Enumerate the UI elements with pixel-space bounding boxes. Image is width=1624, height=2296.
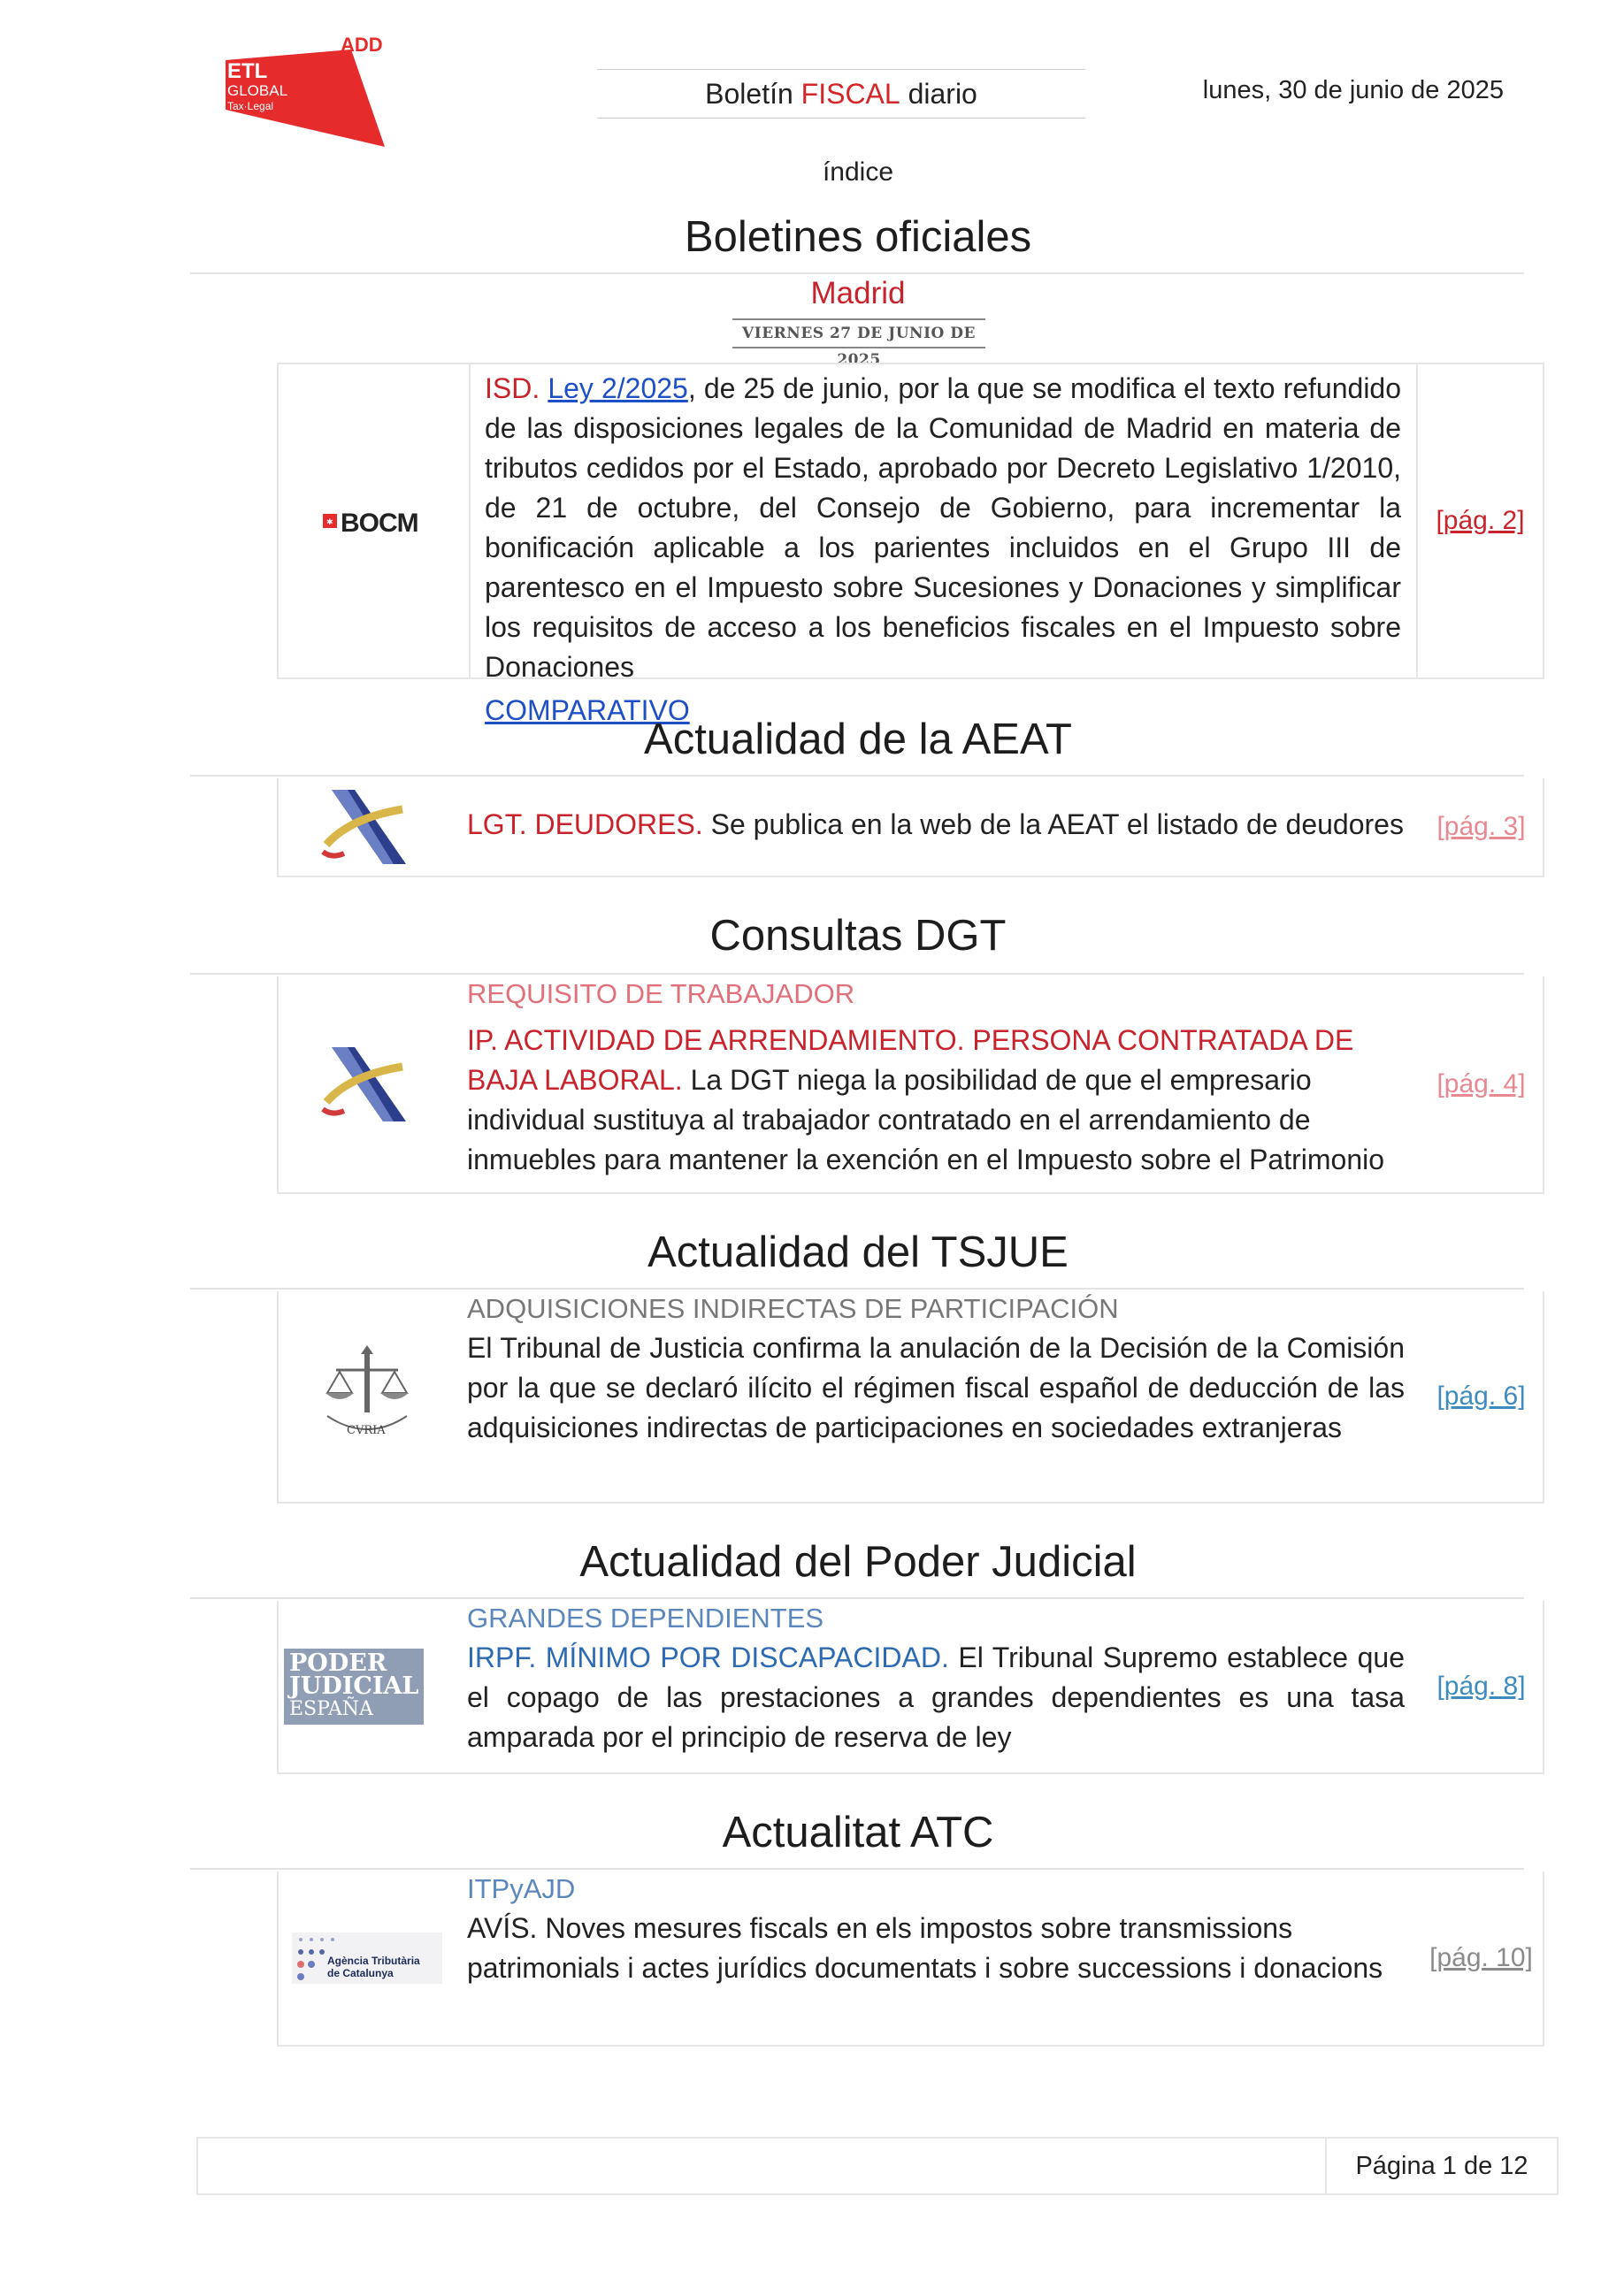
logo-add: ADD: [341, 34, 383, 56]
document-date: lunes, 30 de junio de 2025: [1202, 76, 1504, 104]
entry-topic: ADQUISICIONES INDIRECTAS DE PARTICIPACIÓN: [467, 1293, 1119, 1324]
entry-text: [467, 976, 1405, 1180]
atc-logo-line2: de Catalunya: [327, 1967, 394, 1979]
entry-text: [467, 1291, 1405, 1448]
title-pre: Boletín: [705, 77, 793, 110]
page-link[interactable]: [pág. 2]: [1436, 506, 1525, 535]
aeat-logo: [279, 976, 456, 1192]
entry-body: AVÍS. Noves mesures fiscals en els impostos sobre transmissions patrimonials i actes jurídics documentats i sobre successions i donacions: [467, 1912, 1383, 1984]
section-title-aeat: Actualidad de la AEAT: [644, 716, 1072, 763]
entry-topic: ITPyAJD: [467, 1873, 576, 1904]
page-link[interactable]: [pág. 6]: [1436, 1381, 1526, 1411]
page-number: Página 1 de 12: [1355, 2151, 1528, 2180]
entry-tsjue: [277, 1291, 1544, 1504]
entry-label: IRPF. MÍNIMO POR DISCAPACIDAD.: [467, 1642, 949, 1673]
section-title-tsjue: Actualidad del TSJUE: [647, 1228, 1069, 1276]
svg-text:✱: ✱: [326, 517, 333, 526]
page-link[interactable]: [pág. 4]: [1436, 1069, 1526, 1098]
comparativo-link[interactable]: COMPARATIVO: [485, 694, 690, 726]
document-title: [597, 69, 1085, 119]
section-divider: [190, 775, 1524, 777]
atc-logo-graphic: [292, 1927, 442, 1989]
atc-logo: [279, 1871, 456, 2045]
aeat-logo: [279, 778, 456, 876]
entry-bocm: [277, 363, 1544, 726]
page-link[interactable]: [pág. 8]: [1436, 1672, 1526, 1701]
section-divider: [190, 973, 1524, 975]
entry-body: , de 25 de junio, por la que se modifica el texto refundido de las disposiciones legales de la Comunidad de Madrid en materia de tributos cedidos por el Estado, aprobado por Decreto Legislativo 1/2010, de 21 de octubre, del Consejo de Gobierno, para incrementar la bonificación aplicable a los parientes incluidos en el Grupo III de parentesco en el Impuesto sobre Sucesiones y Donaciones y simplificar los requisitos de acceso a los beneficios fiscales en el Impuesto sobre Donaciones: [485, 372, 1402, 683]
aeat-logo-graphic: [314, 783, 420, 871]
section-title-dgt: Consultas DGT: [709, 912, 1007, 960]
pj-logo-line1: PODER: [289, 1649, 387, 1677]
cvria-logo: [279, 1291, 456, 1502]
entry-body: Se publica en la web de la AEAT el listado de deudores: [702, 808, 1404, 840]
entry-poder-judicial: [277, 1601, 1544, 1774]
region-label: Madrid: [810, 276, 906, 310]
entry-body: El Tribunal Supremo establece que el copago de las prestaciones a grandes dependientes es una tasa amparada por el principio de reserva de ley: [467, 1642, 1405, 1753]
section-divider: [190, 1597, 1524, 1599]
logo-global: GLOBAL: [227, 82, 288, 99]
aeat-logo-graphic: [314, 1040, 420, 1129]
entry-dgt: [277, 976, 1544, 1194]
pj-logo-line3: ESPAÑA: [289, 1698, 373, 1720]
bocm-logo-graphic: [321, 503, 427, 539]
bocm-logo-text: BOCM: [340, 509, 418, 538]
section-divider: [190, 1288, 1524, 1290]
page-link[interactable]: [pág. 10]: [1429, 1943, 1533, 1972]
etl-global-logo: [217, 34, 385, 147]
section-title-atc: Actualitat ATC: [722, 1809, 994, 1856]
bulletin-date-stamp: VIERNES 27 DE JUNIO DE 2025: [732, 318, 985, 348]
logo-tax-legal: Tax·Legal: [227, 100, 274, 112]
etl-global-logo-graphic: [217, 34, 385, 147]
index-heading: índice: [822, 157, 894, 187]
section-title-boletines: Boletines oficiales: [684, 213, 1032, 261]
logo-etl: ETL: [227, 59, 268, 83]
cvria-logo-graphic: [318, 1343, 416, 1450]
entry-text: [467, 1601, 1405, 1757]
entry-topic: REQUISITO DE TRABAJADOR: [467, 978, 855, 1009]
footer: [196, 2137, 1559, 2195]
entry-label: IP. ACTIVIDAD DE ARRENDAMIENTO. PERSONA CONTRATADA DE BAJA LABORAL.: [467, 1024, 1354, 1096]
title-fiscal: FISCAL: [801, 77, 900, 110]
entry-aeat: [277, 778, 1544, 877]
entry-body: La DGT niega la posibilidad de que el empresario individual sustituya al trabajador contratado en el arrendamiento de inmuebles para mantener la exención en el Impuesto sobre el Patrimonio: [467, 1064, 1385, 1175]
pj-logo-line2: JUDICIAL: [289, 1672, 419, 1700]
page-link[interactable]: [pág. 3]: [1436, 812, 1526, 841]
entry-text: [485, 369, 1401, 731]
entry-atc: [277, 1871, 1544, 2047]
entry-label: LGT. DEUDORES.: [467, 808, 703, 840]
atc-logo-line1: Agència Tributària: [327, 1955, 420, 1967]
entry-body: El Tribunal de Justicia confirma la anulación de la Decisión de la Comisión por la que se declaró ilícito el régimen fiscal español de deducción de las adquisiciones indirectas de participaciones en sociedades extranjeras: [467, 1332, 1405, 1443]
title-post: diario: [908, 77, 977, 110]
section-divider: [190, 272, 1524, 274]
law-link[interactable]: Ley 2/2025: [548, 372, 688, 404]
bocm-logo: [279, 364, 469, 677]
section-divider: [190, 1868, 1524, 1870]
entry-label: ISD.: [485, 372, 540, 404]
entry-topic: GRANDES DEPENDIENTES: [467, 1603, 824, 1634]
entry-text: [467, 805, 1405, 845]
entry-text: [467, 1871, 1405, 1988]
cvria-logo-text: CVRIA: [347, 1424, 386, 1437]
poder-judicial-logo: [279, 1601, 429, 1772]
section-title-poder-judicial: Actualidad del Poder Judicial: [579, 1538, 1137, 1586]
